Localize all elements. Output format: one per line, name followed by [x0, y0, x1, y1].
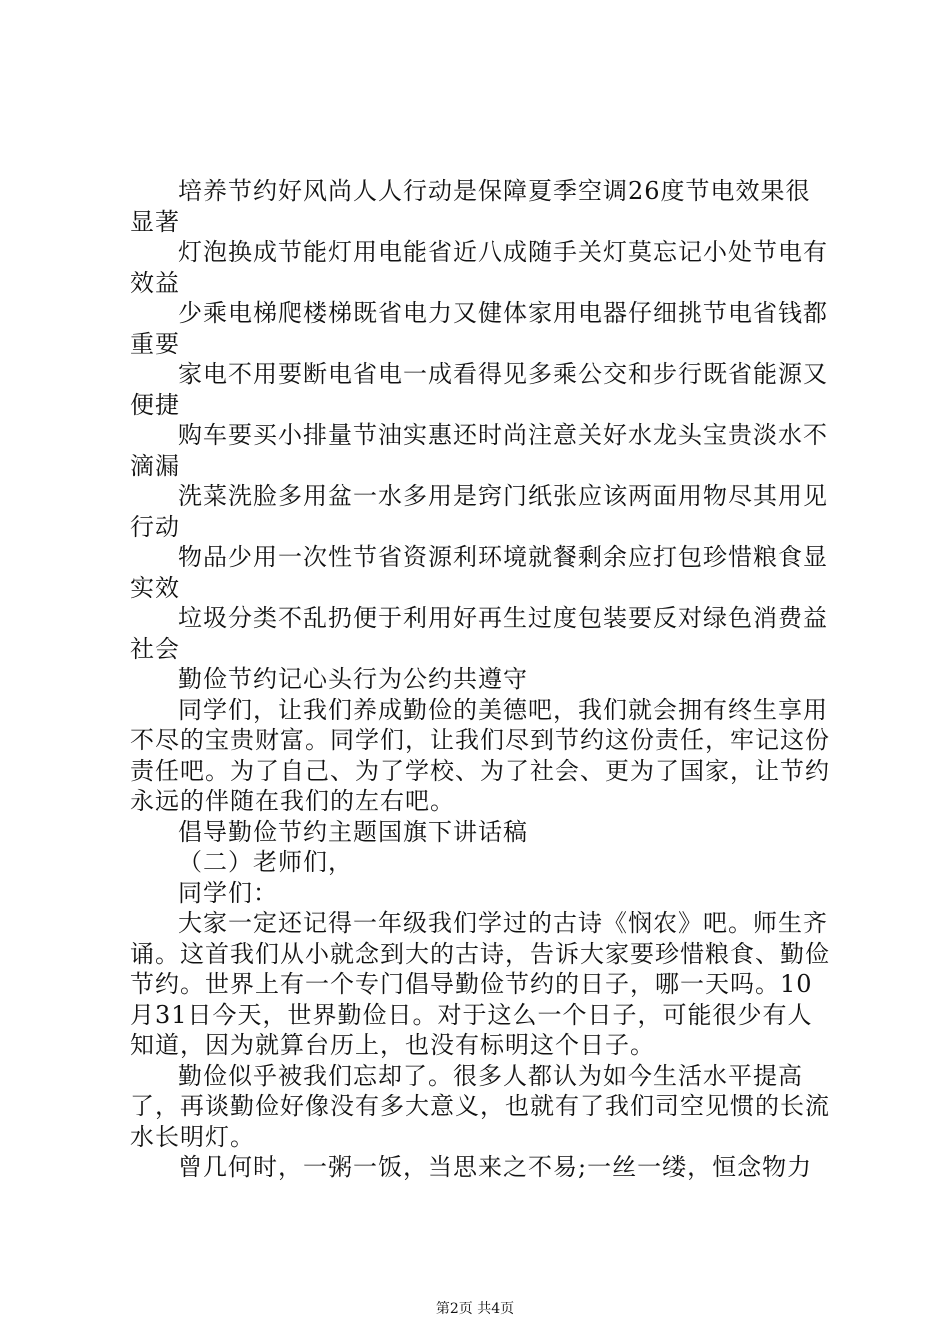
section-title: 倡导勤俭节约主题国旗下讲话稿	[178, 817, 528, 846]
paragraph: 灯泡换成节能灯用电能省近八成随手关灯莫忘记小处节电有效益	[130, 238, 828, 297]
paragraph: 洗菜洗脸多用盆一水多用是窍门纸张应该两面用物尽其用见行动	[130, 482, 828, 541]
paragraph: 勤俭节约记心头行为公约共遵守	[178, 665, 528, 693]
page-footer	[0, 1300, 950, 1318]
paragraph: （二）老师们，	[178, 848, 353, 876]
paragraph: 曾几何时，一粥一饭，当思来之不易;一丝一缕，恒念物力	[178, 1153, 813, 1181]
paragraph: 同学们，让我们养成勤俭的美德吧，我们就会拥有终生享用不尽的宝贵财富。同学们，让我们尽到节约这份责任，牢记这份责任吧。为了自己、为了学校、为了社会、更为了国家，让节约永远的伴随在我们的左右吧。	[130, 695, 830, 815]
paragraph: 同学们：	[178, 878, 278, 907]
paragraph: 大家一定还记得一年级我们学过的古诗《悯农》吧。师生齐诵。这首我们从小就念到大的古诗，告诉大家要珍惜粮食、勤俭节约。世界上有一个专门倡导勤俭节约的日子，哪一天吗。10月31日今天，世界勤俭日。对于这么一个日子，可能很少有人知道，因为就算台历上，也没有标明这个日子。	[130, 909, 830, 1059]
page-number: 第2页 共4页	[435, 1301, 515, 1317]
paragraph: 物品少用一次性节省资源利环境就餐剩余应打包珍惜粮食显实效	[130, 543, 828, 602]
paragraph: 垃圾分类不乱扔便于利用好再生过度包装要反对绿色消费益社会	[130, 604, 828, 663]
paragraph: 勤俭似乎被我们忘却了。很多人都认为如今生活水平提高了，再谈勤俭好像没有多大意义，也就有了我们司空见惯的长流水长明灯。	[130, 1061, 830, 1151]
paragraph: 家电不用要断电省电一成看得见多乘公交和步行既省能源又便捷	[130, 360, 828, 419]
paragraph: 购车要买小排量节油实惠还时尚注意关好水龙头宝贵淡水不滴漏	[130, 421, 828, 480]
document-body	[130, 176, 830, 1183]
paragraph: 培养节约好风尚人人行动是保障夏季空调26度节电效果很显著	[130, 177, 811, 236]
paragraph: 少乘电梯爬楼梯既省电力又健体家用电器仔细挑节电省钱都重要	[130, 299, 828, 358]
